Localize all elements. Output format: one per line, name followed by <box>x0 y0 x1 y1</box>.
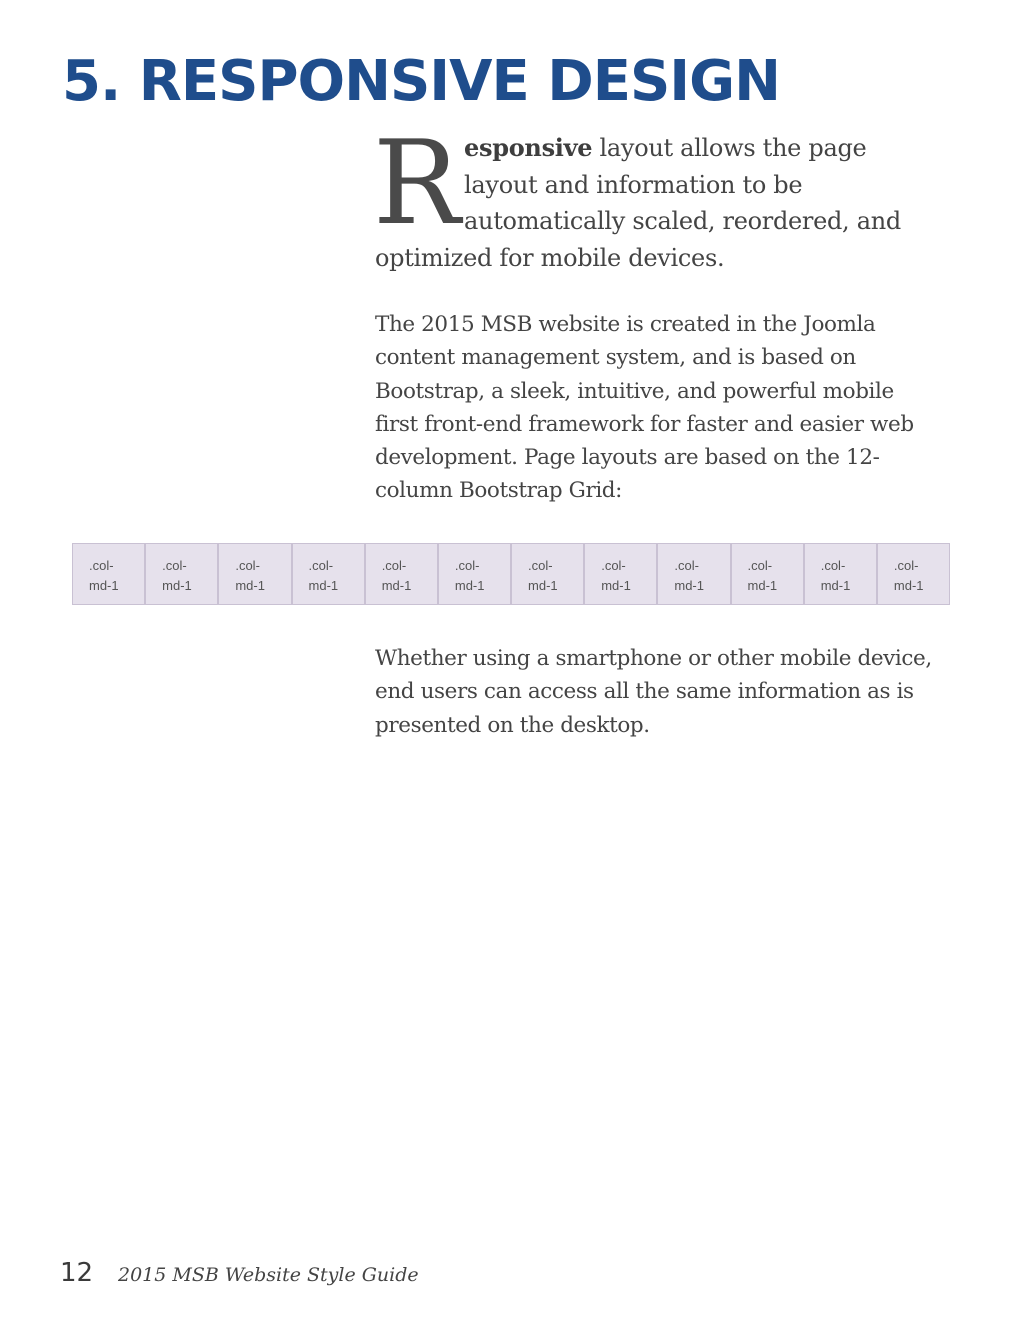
grid-column: .col- md-1 <box>512 544 585 604</box>
grid-column: .col- md-1 <box>73 544 146 604</box>
grid-column: .col- md-1 <box>805 544 878 604</box>
mobile-paragraph: Whether using a smartphone or other mobile device, end users can access all the same information as is presented on the desktop. <box>375 646 932 738</box>
intro-paragraph <box>373 116 935 276</box>
grid-column: .col- md-1 <box>219 544 292 604</box>
grid-column: .col- md-1 <box>293 544 366 604</box>
intro-text: layout allows the page layout and information to be automatically scaled, reordered, and optimized for mobile devices. <box>375 134 901 272</box>
joomla-paragraph: The 2015 MSB website is created in the Joomla content management system, and is based on Bootstrap, a sleek, intuitive, and powerful mobile first front-end framework for faster and easier web development. Page layouts are based on the 12-column Bootstrap Grid: <box>375 312 914 504</box>
grid-column: .col- md-1 <box>439 544 512 604</box>
grid-column: .col- md-1 <box>732 544 805 604</box>
grid-column: .col- md-1 <box>146 544 219 604</box>
grid-column: .col- md-1 <box>658 544 731 604</box>
drop-cap: R <box>373 116 461 251</box>
page-number: 12 <box>60 1258 94 1288</box>
footer-doc-title: 2015 MSB Website Style Guide <box>118 1264 419 1286</box>
grid-column: .col- md-1 <box>366 544 439 604</box>
page-title: 5. RESPONSIVE DESIGN <box>62 49 780 114</box>
grid-column: .col- md-1 <box>585 544 658 604</box>
grid-column: .col- md-1 <box>893 558 924 593</box>
bootstrap-grid-example <box>72 543 950 605</box>
intro-bold-lead: esponsive <box>464 133 593 162</box>
